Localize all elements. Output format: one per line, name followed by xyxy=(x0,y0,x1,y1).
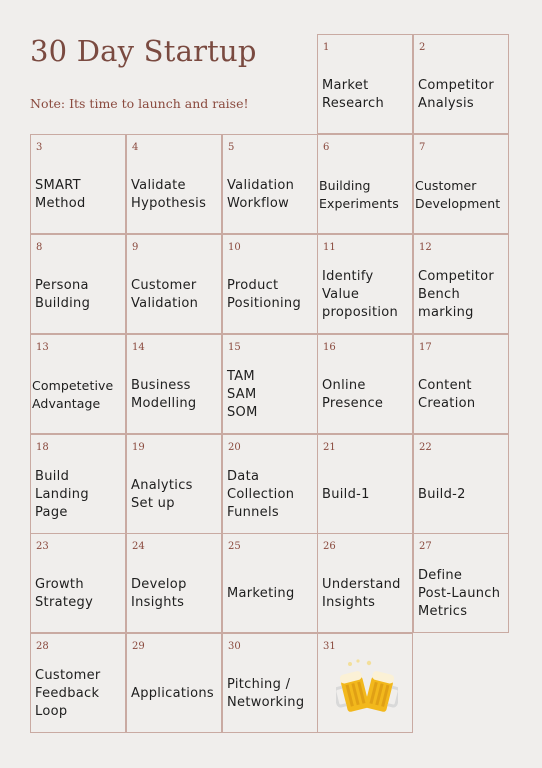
day-task xyxy=(227,564,317,624)
day-task xyxy=(32,365,125,425)
day-number: 24 xyxy=(132,541,145,552)
day-task-line: Applications xyxy=(131,686,215,701)
day-cell-24 xyxy=(126,533,222,633)
day-task xyxy=(131,165,221,225)
day-task-line: Growth xyxy=(35,577,84,592)
day-task-line: Method xyxy=(35,196,86,211)
day-task-line: Customer xyxy=(415,178,477,193)
day-task-line: marking xyxy=(418,305,474,320)
day-number: 27 xyxy=(419,541,432,552)
day-cell-21 xyxy=(317,434,413,534)
day-cell-6 xyxy=(317,134,413,234)
day-task xyxy=(35,265,125,325)
day-number: 18 xyxy=(36,442,49,453)
day-number: 15 xyxy=(228,342,241,353)
day-task-line: Marketing xyxy=(227,586,295,601)
day-task xyxy=(35,564,125,624)
day-task-line: Insights xyxy=(322,595,376,610)
day-cell-23 xyxy=(30,533,126,633)
day-cell-13 xyxy=(30,334,126,434)
day-task-line: Research xyxy=(322,96,385,111)
day-task-line: Build-2 xyxy=(418,487,466,502)
day-cell-16 xyxy=(317,334,413,434)
day-number: 20 xyxy=(228,442,241,453)
day-cell-27 xyxy=(413,533,509,633)
day-cell-1 xyxy=(317,34,413,134)
day-task-line: Validation xyxy=(227,178,295,193)
day-task-line: Workflow xyxy=(227,196,290,211)
day-task-line: Loop xyxy=(35,704,68,719)
day-task xyxy=(227,365,317,425)
day-task-line: Advantage xyxy=(32,396,101,411)
day-number: 16 xyxy=(323,342,336,353)
day-task xyxy=(418,365,508,425)
day-cell-7 xyxy=(413,134,509,234)
day-cell-22 xyxy=(413,434,509,534)
day-task-line: Understand xyxy=(322,577,401,592)
day-number: 2 xyxy=(419,42,426,53)
day-task xyxy=(131,365,221,425)
day-cell-17 xyxy=(413,334,509,434)
day-task xyxy=(418,564,508,624)
day-task xyxy=(131,265,221,325)
day-cell-30 xyxy=(222,633,318,733)
day-task-line: Set up xyxy=(131,496,175,511)
day-number: 9 xyxy=(132,242,139,253)
day-task-line: SMART xyxy=(35,178,81,193)
day-number: 23 xyxy=(36,541,49,552)
day-task xyxy=(418,65,508,125)
day-task-line: Networking xyxy=(227,695,305,710)
day-cell-29 xyxy=(126,633,222,733)
day-task xyxy=(322,365,412,425)
day-number: 19 xyxy=(132,442,145,453)
day-number: 31 xyxy=(323,641,336,652)
day-task xyxy=(35,165,125,225)
day-task-line: TAM xyxy=(227,369,255,384)
day-task xyxy=(322,465,412,525)
day-cell-10 xyxy=(222,234,318,334)
day-task-line: Modelling xyxy=(131,396,197,411)
launch-note: Note: Its time to launch and raise! xyxy=(30,96,249,111)
day-cell-4 xyxy=(126,134,222,234)
day-task-line: Validate xyxy=(131,178,186,193)
day-task-line: Content xyxy=(418,378,472,393)
day-task-line: SAM xyxy=(227,387,257,402)
day-task-line: SOM xyxy=(227,405,258,420)
day-task-line: Market xyxy=(322,78,369,93)
day-task-line: Insights xyxy=(131,595,185,610)
day-task-line: Data xyxy=(227,469,260,484)
day-task-line: Strategy xyxy=(35,595,94,610)
day-task-line: Online xyxy=(322,378,366,393)
day-number: 29 xyxy=(132,641,145,652)
day-task xyxy=(322,265,412,325)
day-number: 25 xyxy=(228,541,241,552)
day-task-line: Presence xyxy=(322,396,384,411)
day-task-line: Validation xyxy=(131,296,199,311)
day-number: 12 xyxy=(419,242,432,253)
day-task xyxy=(131,564,221,624)
day-number: 22 xyxy=(419,442,432,453)
day-task-line: Pitching / xyxy=(227,677,291,692)
day-cell-15 xyxy=(222,334,318,434)
day-number: 1 xyxy=(323,42,330,53)
day-task-line: Analysis xyxy=(418,96,474,111)
day-task-line: Landing xyxy=(35,487,89,502)
day-number: 7 xyxy=(419,142,426,153)
day-cell-11 xyxy=(317,234,413,334)
day-cell-3 xyxy=(30,134,126,234)
day-task xyxy=(131,465,221,525)
beer-mugs-icon xyxy=(336,656,398,722)
day-number: 8 xyxy=(36,242,43,253)
day-cell-14 xyxy=(126,334,222,434)
day-task-line: Page xyxy=(35,505,68,520)
day-task xyxy=(322,564,412,624)
day-task xyxy=(418,265,508,325)
day-task-line: Develop xyxy=(131,577,187,592)
day-task-line: Funnels xyxy=(227,505,279,520)
day-cell-5 xyxy=(222,134,318,234)
day-number: 26 xyxy=(323,541,336,552)
day-number: 6 xyxy=(323,142,330,153)
day-task xyxy=(418,465,508,525)
day-task-line: Customer xyxy=(131,278,197,293)
day-task-line: Feedback xyxy=(35,686,100,701)
day-cell-9 xyxy=(126,234,222,334)
day-task-line: Metrics xyxy=(418,604,468,619)
day-cell-19 xyxy=(126,434,222,534)
day-number: 21 xyxy=(323,442,336,453)
day-number: 28 xyxy=(36,641,49,652)
day-task xyxy=(322,65,412,125)
day-task-line: Identify xyxy=(322,269,374,284)
day-number: 5 xyxy=(228,142,235,153)
day-cell-18 xyxy=(30,434,126,534)
day-number: 17 xyxy=(419,342,432,353)
day-task-line: Analytics xyxy=(131,478,193,493)
day-task-line: Creation xyxy=(418,396,476,411)
day-task-line: Customer xyxy=(35,668,101,683)
day-number: 11 xyxy=(323,242,336,253)
day-task xyxy=(35,465,125,525)
day-number: 4 xyxy=(132,142,139,153)
day-cell-8 xyxy=(30,234,126,334)
day-task-line: Building xyxy=(319,178,371,193)
day-task-line: Collection xyxy=(227,487,295,502)
day-task-line: Building xyxy=(35,296,91,311)
day-task-line: Build xyxy=(35,469,70,484)
day-task-line: Post-Launch xyxy=(418,586,501,601)
day-task xyxy=(35,664,125,724)
day-task-line: proposition xyxy=(322,305,399,320)
day-cell-2 xyxy=(413,34,509,134)
day-cell-31 xyxy=(317,633,413,733)
day-task xyxy=(415,165,508,225)
day-task-line: Define xyxy=(418,568,463,583)
day-task-line: Value xyxy=(322,287,360,302)
day-cell-28 xyxy=(30,633,126,733)
day-task-line: Development xyxy=(415,196,501,211)
day-task xyxy=(131,664,221,724)
day-number: 13 xyxy=(36,342,49,353)
day-task xyxy=(227,465,317,525)
day-task-line: Bench xyxy=(418,287,461,302)
day-cell-26 xyxy=(317,533,413,633)
day-number: 3 xyxy=(36,142,43,153)
day-task-line: Persona xyxy=(35,278,89,293)
day-task-line: Business xyxy=(131,378,191,393)
day-task-line: Competitor xyxy=(418,269,495,284)
day-number: 10 xyxy=(228,242,241,253)
day-task xyxy=(227,165,317,225)
day-number: 14 xyxy=(132,342,145,353)
day-cell-25 xyxy=(222,533,318,633)
day-cell-12 xyxy=(413,234,509,334)
day-task-line: Competetive xyxy=(32,378,114,393)
page-title: 30 Day Startup xyxy=(30,34,257,68)
day-task-line: Build-1 xyxy=(322,487,370,502)
day-task-line: Product xyxy=(227,278,279,293)
day-task xyxy=(227,265,317,325)
day-task-line: Competitor xyxy=(418,78,495,93)
day-task xyxy=(227,664,317,724)
day-task-line: Positioning xyxy=(227,296,302,311)
day-task xyxy=(319,165,412,225)
day-number: 30 xyxy=(228,641,241,652)
day-task-line: Hypothesis xyxy=(131,196,207,211)
day-cell-20 xyxy=(222,434,318,534)
day-task-line: Experiments xyxy=(319,196,399,211)
